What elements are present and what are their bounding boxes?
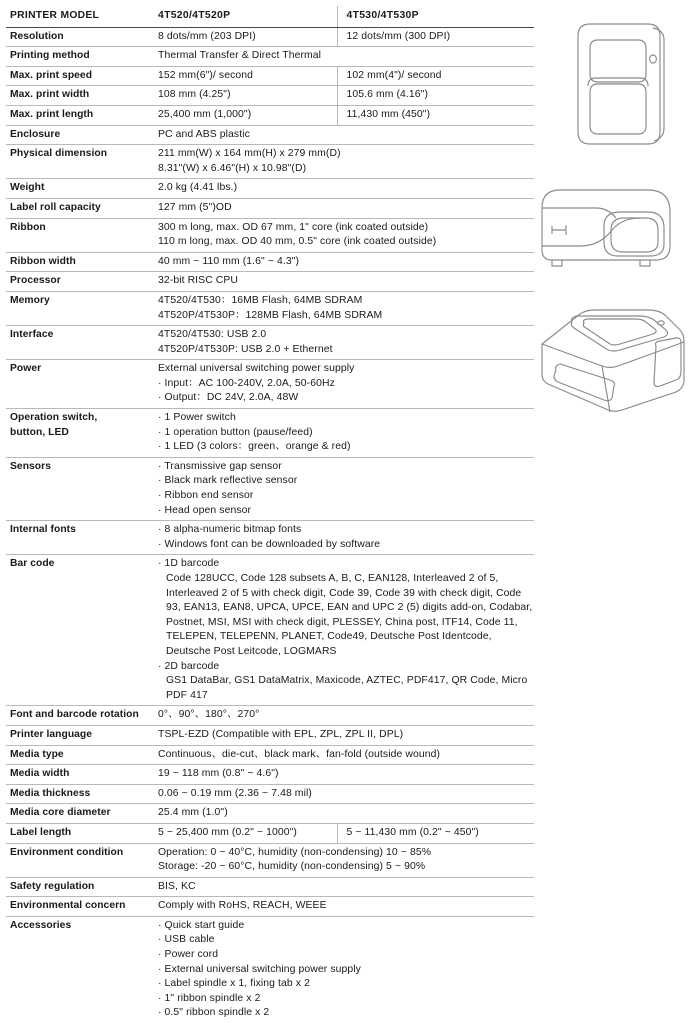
- spec-value-line: External universal switching power supply: [158, 363, 355, 375]
- spec-row-ribbon-width: [6, 252, 534, 272]
- spec-row-memory: [6, 291, 534, 325]
- spec-value-line: GS1 DataBar, GS1 DataMatrix, Maxicode, AZTEC, PDF417, QR Code, Micro PDF 417: [166, 675, 528, 701]
- spec-value-line: Operation: 0 ~ 40°C, humidity (non-condensing) 10 ~ 85%: [158, 846, 432, 858]
- spec-value-line: 4T520P/4T530P：128MB Flash, 64MB SDRAM: [158, 309, 383, 321]
- spec-value-line: · Quick start guide: [158, 919, 245, 931]
- spec-value-line: · 1 operation button (pause/feed): [158, 426, 313, 438]
- spec-label-line: Max. print width: [10, 89, 90, 101]
- spec-row-interface: [6, 326, 534, 360]
- spec-value-resolution-model-b: 12 dots/mm (300 DPI): [337, 27, 534, 47]
- spec-value-line: 211 mm(W) x 164 mm(H) x 279 mm(D): [158, 148, 341, 160]
- spec-value-line: Continuous、die-cut、black mark、fan-fold (outside wound): [158, 748, 441, 760]
- spec-value-line: TSPL-EZD (Compatible with EPL, ZPL, ZPL II, DPL): [158, 728, 404, 740]
- spec-value-printing-method: [152, 47, 534, 67]
- spec-label-environmental-concern: [6, 897, 152, 917]
- spec-value-bar-code: [152, 555, 534, 706]
- spec-value-line: Thermal Transfer & Direct Thermal: [158, 50, 322, 62]
- spec-label-printer-language: [6, 725, 152, 745]
- spec-value-line: · 2D barcode: [158, 660, 220, 672]
- spec-row-media-type: [6, 745, 534, 765]
- spec-label-line: Max. print length: [10, 108, 94, 120]
- spec-label-interface: [6, 326, 152, 360]
- spec-row-label-length: [6, 823, 534, 843]
- spec-label-line: Weight: [10, 182, 45, 194]
- spec-label-safety-regulation: [6, 877, 152, 897]
- spec-value-enclosure: [152, 125, 534, 145]
- spec-value-max-print-length-model-b: 11,430 mm (450"): [337, 105, 534, 125]
- spec-value-max-print-width-model-b: 105.6 mm (4.16"): [337, 86, 534, 106]
- printer-side-view-illustration: [536, 168, 686, 278]
- spec-label-label-roll-capacity: [6, 198, 152, 218]
- spec-label-resolution: [6, 27, 152, 47]
- spec-value-line: · Transmissive gap sensor: [158, 460, 282, 472]
- spec-row-processor: [6, 272, 534, 292]
- spec-table-body: [6, 6, 534, 1023]
- spec-value-line: · Black mark reflective sensor: [158, 475, 298, 487]
- spec-label-max-print-width: [6, 86, 152, 106]
- spec-value-line: · External universal switching power supply: [158, 963, 361, 975]
- spec-label-ribbon-width: [6, 252, 152, 272]
- spec-value-line: 4T520/4T530：16MB Flash, 64MB SDRAM: [158, 294, 363, 306]
- spec-row-font-and-barcode-rotation: [6, 706, 534, 726]
- spec-value-label-length-model-a: 5 ~ 25,400 mm (0.2" ~ 1000"): [152, 823, 337, 843]
- spec-value-processor: [152, 272, 534, 292]
- spec-value-safety-regulation: [152, 877, 534, 897]
- spec-value-line: Storage: -20 ~ 60°C, humidity (non-condensing) 5 ~ 90%: [158, 861, 426, 873]
- spec-label-line: Environmental concern: [10, 900, 126, 912]
- spec-value-line: 4T520P/4T530P: USB 2.0 + Ethernet: [158, 343, 333, 355]
- spec-value-line: · Power cord: [158, 949, 219, 961]
- spec-label-line: Memory: [10, 294, 50, 306]
- printer-perspective-view-illustration: [536, 288, 688, 420]
- spec-label-line: Media type: [10, 748, 64, 760]
- spec-header-model-b: 4T530/4T530P: [337, 6, 534, 27]
- spec-value-line: Code 128UCC, Code 128 subsets A, B, C, EAN128, Interleaved 2 of 5, Interleaved 2 of 5 with check digit, Code 39, Code 39 with check digit, Code 93, EAN13, EAN8, UPCA, UPCE, EAN and UPC 2 (5) digits add-on, Codabar, Postnet, MSI, MSI with check digit, PLESSEY, China post, ITF14, Code 11, TELEPEN, TELEPENN, PLANET, Code49, Deutsche Post Identcode, Deutsche Post Leitcode, LOGMARS: [166, 573, 533, 657]
- spec-value-physical-dimension: [152, 145, 534, 179]
- spec-label-max-print-length: [6, 105, 152, 125]
- spec-value-internal-fonts: [152, 521, 534, 555]
- spec-label-line: button, LED: [10, 426, 69, 438]
- spec-row-resolution: [6, 27, 534, 47]
- printer-front-view-illustration: [562, 14, 682, 154]
- spec-row-weight: [6, 179, 534, 199]
- spec-label-font-and-barcode-rotation: [6, 706, 152, 726]
- spec-label-power: [6, 360, 152, 409]
- spec-label-line: PRINTER MODEL: [10, 10, 100, 21]
- spec-value-accessories: [152, 916, 534, 1023]
- spec-label-line: Media width: [10, 768, 70, 780]
- spec-value-resolution-model-a: 8 dots/mm (203 DPI): [152, 27, 337, 47]
- spec-value-sensors: [152, 457, 534, 520]
- spec-row-label-roll-capacity: [6, 198, 534, 218]
- spec-value-label-roll-capacity: [152, 198, 534, 218]
- spec-value-memory: [152, 291, 534, 325]
- spec-header-model-a: 4T520/4T520P: [152, 6, 337, 27]
- spec-value-max-print-width-model-a: 108 mm (4.25"): [152, 86, 337, 106]
- spec-label-line: Sensors: [10, 460, 51, 472]
- spec-label-line: Physical dimension: [10, 148, 108, 160]
- spec-label-enclosure: [6, 125, 152, 145]
- spec-row-power: [6, 360, 534, 409]
- spec-value-font-and-barcode-rotation: [152, 706, 534, 726]
- spec-label-line: Resolution: [10, 30, 64, 42]
- spec-value-line: · Windows font can be downloaded by software: [158, 538, 381, 550]
- spec-label-media-core-diameter: [6, 804, 152, 824]
- spec-label-line: Safety regulation: [10, 880, 95, 892]
- spec-value-line: · 1" ribbon spindle x 2: [158, 992, 261, 1004]
- spec-value-line: · 0.5" ribbon spindle x 2: [158, 1007, 270, 1019]
- spec-label-line: Bar code: [10, 558, 55, 570]
- spec-value-media-type: [152, 745, 534, 765]
- spec-label-environment-condition: [6, 843, 152, 877]
- spec-value-media-width: [152, 765, 534, 785]
- spec-row-ribbon: [6, 218, 534, 252]
- spec-label-physical-dimension: [6, 145, 152, 179]
- spec-label-line: Environment condition: [10, 846, 124, 858]
- spec-label-line: Label length: [10, 826, 72, 838]
- spec-row-internal-fonts: [6, 521, 534, 555]
- spec-value-line: 0°、90°、180°、270°: [158, 709, 260, 721]
- spec-value-line: 2.0 kg (4.41 lbs.): [158, 182, 238, 194]
- spec-value-line: 25.4 mm (1.0"): [158, 807, 228, 819]
- spec-row-media-width: [6, 765, 534, 785]
- spec-value-line: · 1 LED (3 colors：green、orange & red): [158, 441, 351, 453]
- spec-row-max-print-width: [6, 86, 534, 106]
- spec-value-weight: [152, 179, 534, 199]
- spec-value-media-thickness: [152, 784, 534, 804]
- spec-value-environment-condition: [152, 843, 534, 877]
- spec-row-physical-dimension: [6, 145, 534, 179]
- spec-label-line: Ribbon width: [10, 255, 76, 267]
- spec-label-ribbon: [6, 218, 152, 252]
- spec-row-operation-switch-button-led: [6, 409, 534, 458]
- spec-value-media-core-diameter: [152, 804, 534, 824]
- spec-value-line: 32-bit RISC CPU: [158, 275, 239, 287]
- spec-value-line: · Output：DC 24V, 2.0A, 48W: [158, 392, 299, 404]
- spec-value-environmental-concern: [152, 897, 534, 917]
- spec-label-media-type: [6, 745, 152, 765]
- spec-label-line: Font and barcode rotation: [10, 709, 139, 721]
- spec-label-operation-switch-button-led: [6, 409, 152, 458]
- spec-value-line: PC and ABS plastic: [158, 128, 250, 140]
- spec-label-label-length: [6, 823, 152, 843]
- spec-label-printing-method: [6, 47, 152, 67]
- spec-value-line: 127 mm (5")OD: [158, 201, 232, 213]
- spec-label-media-thickness: [6, 784, 152, 804]
- spec-value-line: 8.31"(W) x 6.46"(H) x 10.98"(D): [158, 162, 307, 174]
- spec-label-printer-model: [6, 6, 152, 27]
- spec-label-line: Label roll capacity: [10, 201, 101, 213]
- spec-value-line: · Head open sensor: [158, 504, 252, 516]
- spec-label-line: Accessories: [10, 919, 72, 931]
- spec-label-sensors: [6, 457, 152, 520]
- spec-value-interface: [152, 326, 534, 360]
- spec-row-media-thickness: [6, 784, 534, 804]
- spec-label-max-print-speed: [6, 66, 152, 86]
- spec-row-environmental-concern: [6, 897, 534, 917]
- spec-table-header-row: [6, 6, 534, 27]
- spec-row-printing-method: [6, 47, 534, 67]
- spec-label-line: Media core diameter: [10, 807, 111, 819]
- spec-value-line: · Input：AC 100-240V, 2.0A, 50-60Hz: [158, 377, 335, 389]
- spec-row-media-core-diameter: [6, 804, 534, 824]
- spec-value-line: 300 m long, max. OD 67 mm, 1" core (ink coated outside): [158, 221, 429, 233]
- spec-row-enclosure: [6, 125, 534, 145]
- spec-label-accessories: [6, 916, 152, 1023]
- spec-value-line: · 1 Power switch: [158, 412, 236, 424]
- spec-label-processor: [6, 272, 152, 292]
- spec-value-line: · 8 alpha-numeric bitmap fonts: [158, 524, 302, 536]
- spec-row-environment-condition: [6, 843, 534, 877]
- spec-value-operation-switch-button-led: [152, 409, 534, 458]
- spec-label-memory: [6, 291, 152, 325]
- spec-value-line: Comply with RoHS, REACH, WEEE: [158, 900, 327, 912]
- spec-row-accessories: [6, 916, 534, 1023]
- spec-row-max-print-length: [6, 105, 534, 125]
- spec-row-max-print-speed: [6, 66, 534, 86]
- spec-value-max-print-speed-model-b: 102 mm(4")/ second: [337, 66, 534, 86]
- spec-label-internal-fonts: [6, 521, 152, 555]
- spec-value-printer-language: [152, 725, 534, 745]
- spec-value-ribbon: [152, 218, 534, 252]
- spec-label-line: Operation switch,: [10, 412, 98, 424]
- spec-label-line: Enclosure: [10, 128, 61, 140]
- spec-row-safety-regulation: [6, 877, 534, 897]
- spec-value-line: 19 ~ 118 mm (0.8" ~ 4.6"): [158, 768, 279, 780]
- printer-specification-table: [6, 6, 534, 1023]
- spec-row-bar-code: [6, 555, 534, 706]
- spec-value-line: · 1D barcode: [158, 558, 220, 570]
- spec-value-max-print-speed-model-a: 152 mm(6")/ second: [152, 66, 337, 86]
- spec-label-line: Internal fonts: [10, 524, 76, 536]
- spec-value-line: · Ribbon end sensor: [158, 490, 254, 502]
- spec-value-label-length-model-b: 5 ~ 11,430 mm (0.2" ~ 450"): [337, 823, 534, 843]
- spec-value-line: · USB cable: [158, 934, 215, 946]
- spec-label-line: Printer language: [10, 728, 93, 740]
- spec-label-line: Media thickness: [10, 787, 91, 799]
- spec-label-line: Printing method: [10, 50, 90, 62]
- spec-value-line: · Label spindle x 1, fixing tab x 2: [158, 978, 310, 990]
- spec-value-line: 0.06 ~ 0.19 mm (2.36 ~ 7.48 mil): [158, 787, 312, 799]
- spec-label-bar-code: [6, 555, 152, 706]
- spec-value-ribbon-width: [152, 252, 534, 272]
- spec-row-printer-language: [6, 725, 534, 745]
- spec-label-line: Max. print speed: [10, 69, 93, 81]
- spec-label-media-width: [6, 765, 152, 785]
- spec-label-weight: [6, 179, 152, 199]
- spec-value-line: 40 mm ~ 110 mm (1.6" ~ 4.3"): [158, 255, 300, 267]
- spec-label-line: Ribbon: [10, 221, 46, 233]
- spec-label-line: Interface: [10, 329, 54, 341]
- spec-label-line: Processor: [10, 275, 61, 287]
- spec-label-line: Power: [10, 363, 42, 375]
- spec-value-power: [152, 360, 534, 409]
- spec-value-line: 4T520/4T530: USB 2.0: [158, 329, 267, 341]
- spec-value-max-print-length-model-a: 25,400 mm (1,000"): [152, 105, 337, 125]
- spec-row-sensors: [6, 457, 534, 520]
- spec-value-line: 110 m long, max. OD 40 mm, 0.5" core (ink coated outside): [158, 236, 437, 248]
- spec-value-line: BIS, KC: [158, 880, 196, 892]
